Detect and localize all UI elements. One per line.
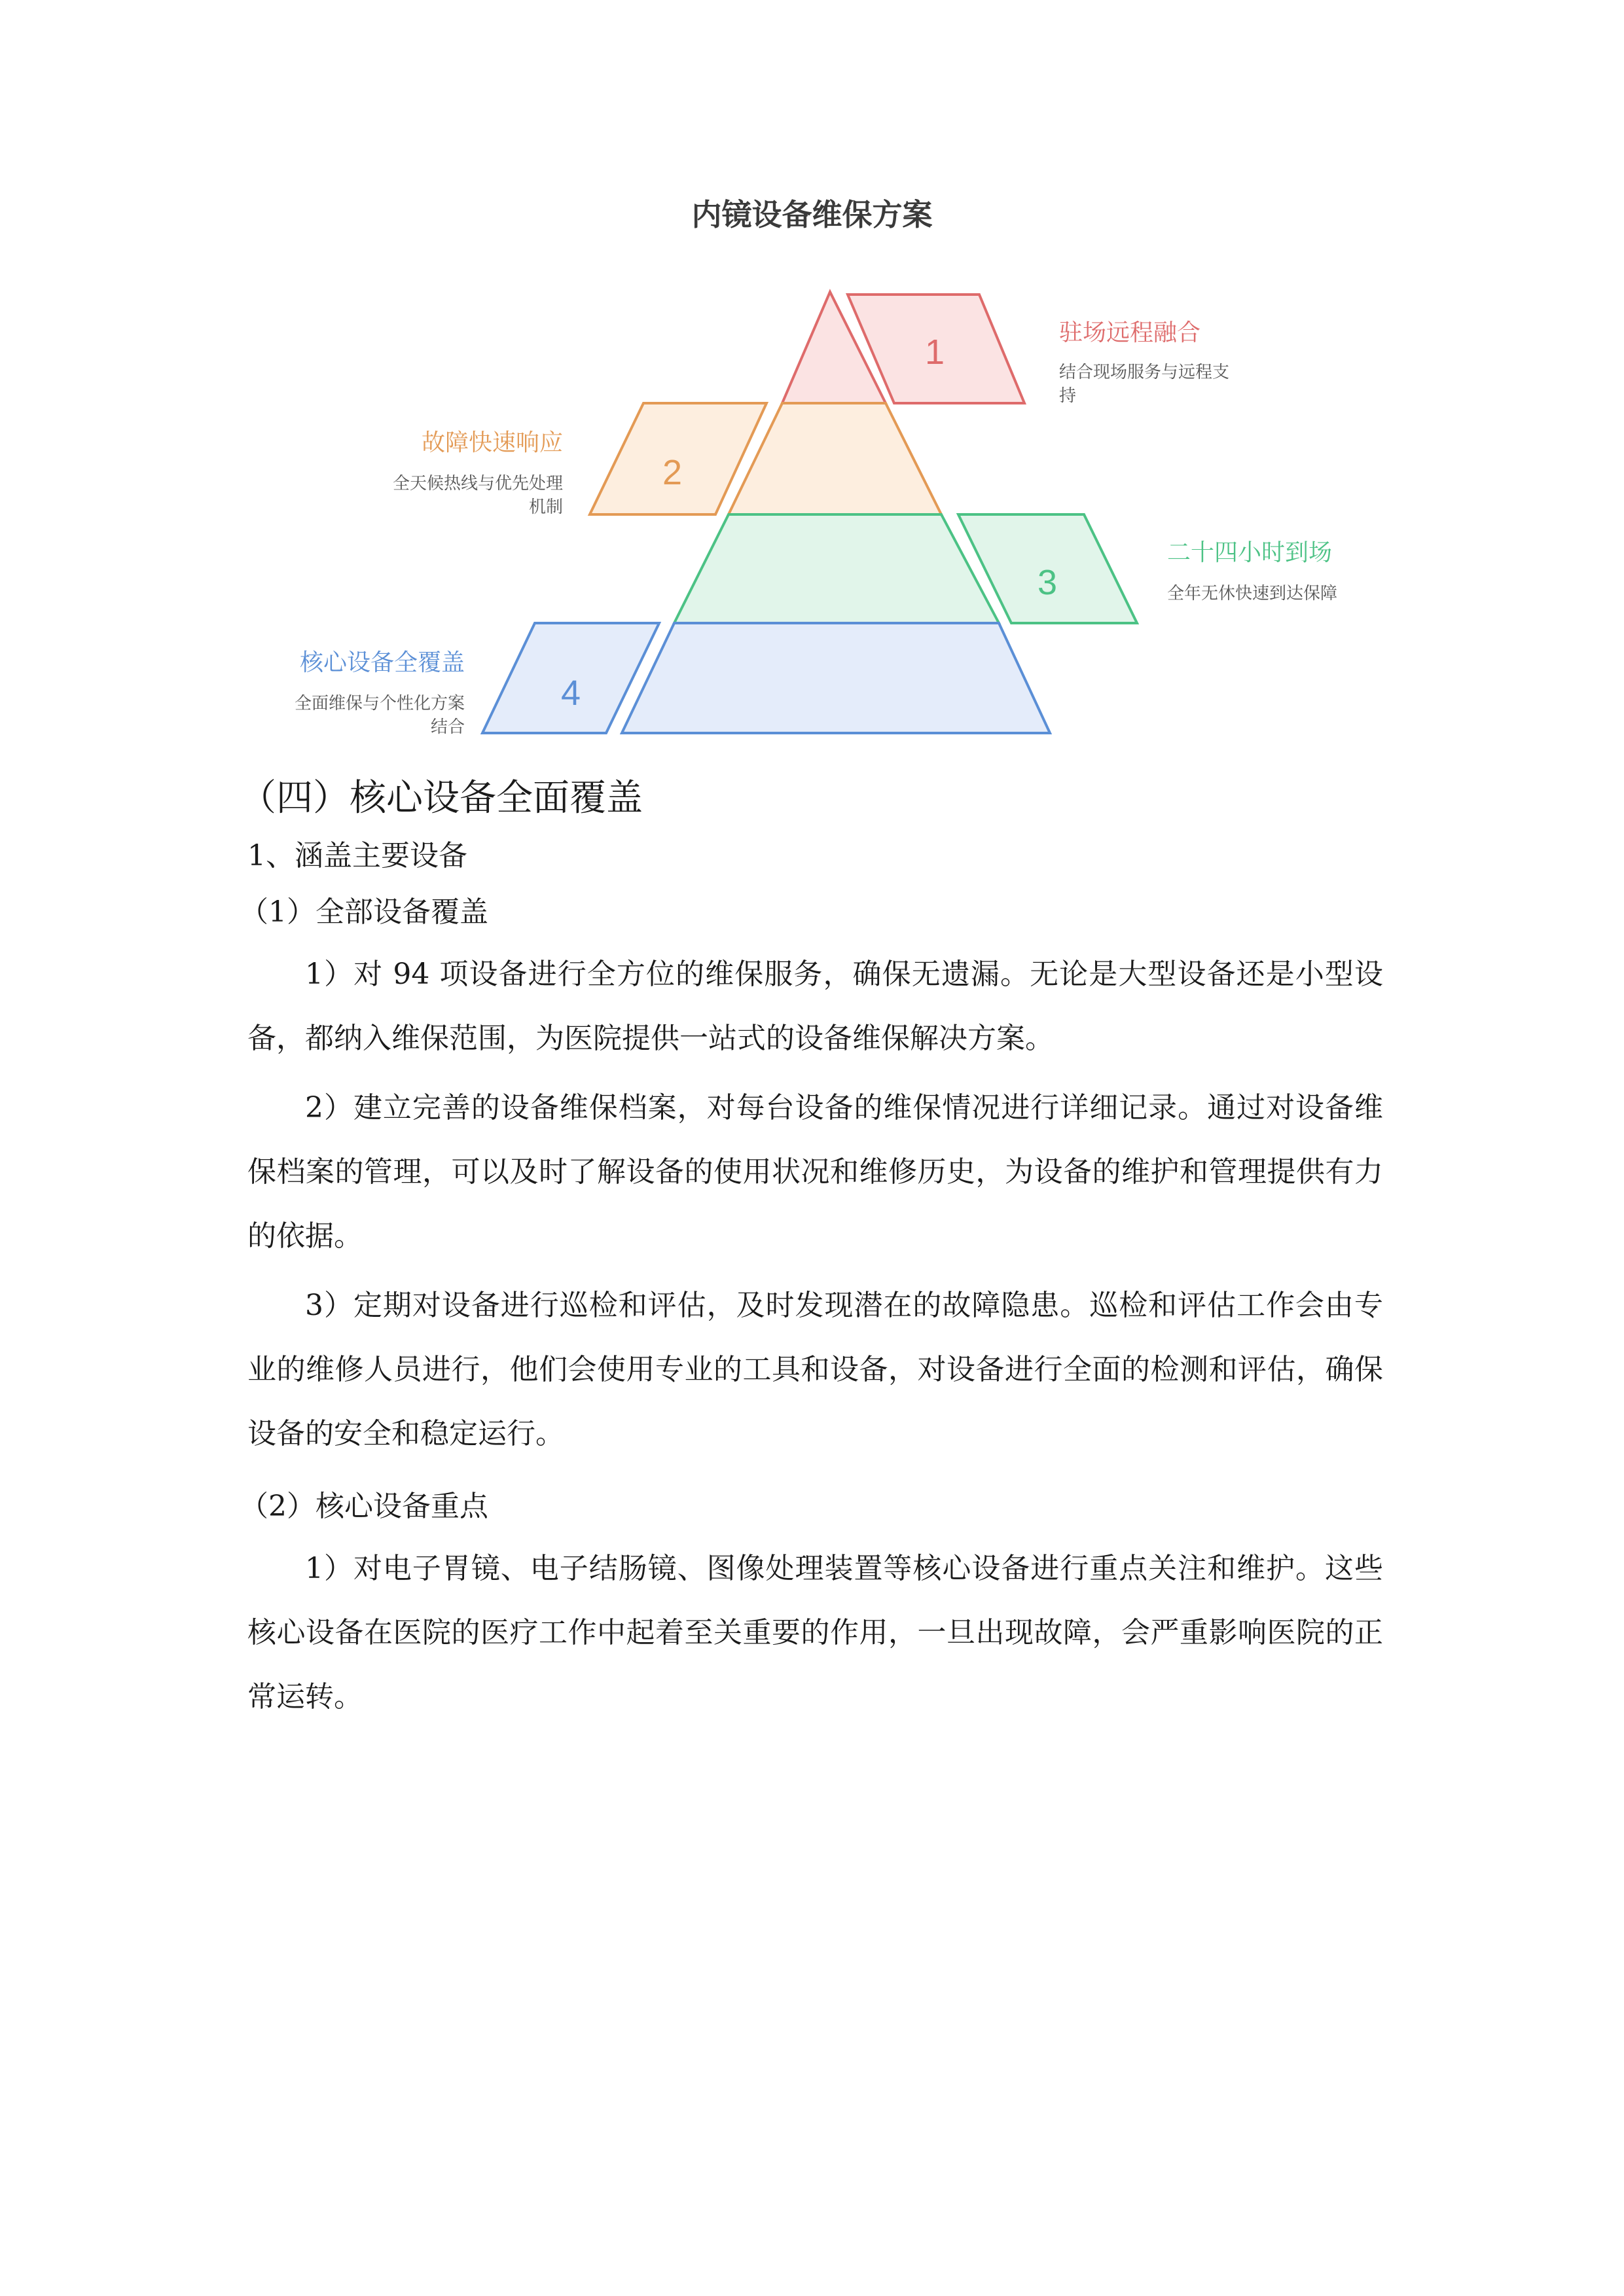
level-1-title: 驻场远程融合 <box>1059 319 1201 346</box>
level-2-desc-line2: 机制 <box>528 497 563 517</box>
paragraph: 2）建立完善的设备维保档案，对每台设备的维保情况进行详细记录。通过对设备维保档案的管理，可以及时了解设备的使用状况和维修历史，为设备的维护和管理提供有力的依据。 <box>247 1091 1383 1253</box>
badge-1-number: 1 <box>924 332 945 372</box>
diagram-title: 内镜设备维保方案 <box>691 197 933 232</box>
level-4-desc-line2: 结合 <box>430 717 465 737</box>
document-body <box>240 772 1383 1734</box>
level-3-desc-line1: 全年无休快速到达保障 <box>1167 584 1338 603</box>
level-3-title: 二十四小时到场 <box>1167 539 1333 566</box>
level-3-desc <box>1167 582 1442 605</box>
paragraph: 1）对电子胃镜、电子结肠镜、图像处理装置等核心设备进行重点关注和维护。这些核心设备在医院的医疗工作中起着至关重要的作用，一旦出现故障，会严重影响医院的正常运转。 <box>247 1552 1383 1713</box>
pyramid-level-4 <box>622 623 1050 733</box>
pyramid-level-2 <box>729 403 941 514</box>
level-4-desc <box>209 692 465 739</box>
level-2-title: 故障快速响应 <box>421 429 563 456</box>
paragraph: 3）定期对设备进行巡检和评估，及时发现潜在的故障隐患。巡检和评估工作会由专业的维修人员进行，他们会使用专业的工具和设备，对设备进行全面的检测和评估，确保设备的安全和稳定运行。 <box>247 1289 1383 1450</box>
level-2-label <box>314 424 563 519</box>
paragraph: 1）对 94 项设备进行全方位的维保服务，确保无遗漏。无论是大型设备还是小型设备，都纳入维保范围，为医院提供一站式的设备维保解决方案。 <box>247 958 1383 1055</box>
pyramid-diagram <box>0 0 1624 759</box>
badge-2-number: 2 <box>662 453 683 492</box>
level-2-desc <box>314 472 563 519</box>
level-3-label <box>1167 534 1442 605</box>
badge-3-number: 3 <box>1037 563 1058 602</box>
pyramid-level-3 <box>674 514 999 623</box>
level-1-desc <box>1059 361 1295 408</box>
level-4-label <box>209 644 465 739</box>
section-heading: （四）核心设备全面覆盖 <box>240 777 643 819</box>
part1-heading: （1）全部设备覆盖 <box>240 895 488 929</box>
level-1-desc-line1: 结合现场服务与远程支 <box>1059 363 1230 382</box>
level-1-label <box>1059 314 1295 408</box>
level-1-desc-line2: 持 <box>1059 386 1077 406</box>
badge-4-number: 4 <box>560 673 581 713</box>
level-2-desc-line1: 全天候热线与优先处理 <box>392 474 563 493</box>
sub-heading: 1、涵盖主要设备 <box>247 839 467 872</box>
level-4-desc-line1: 全面维保与个性化方案 <box>294 694 465 713</box>
part2-heading: （2）核心设备重点 <box>240 1490 488 1523</box>
level-4-title: 核心设备全覆盖 <box>299 649 465 676</box>
